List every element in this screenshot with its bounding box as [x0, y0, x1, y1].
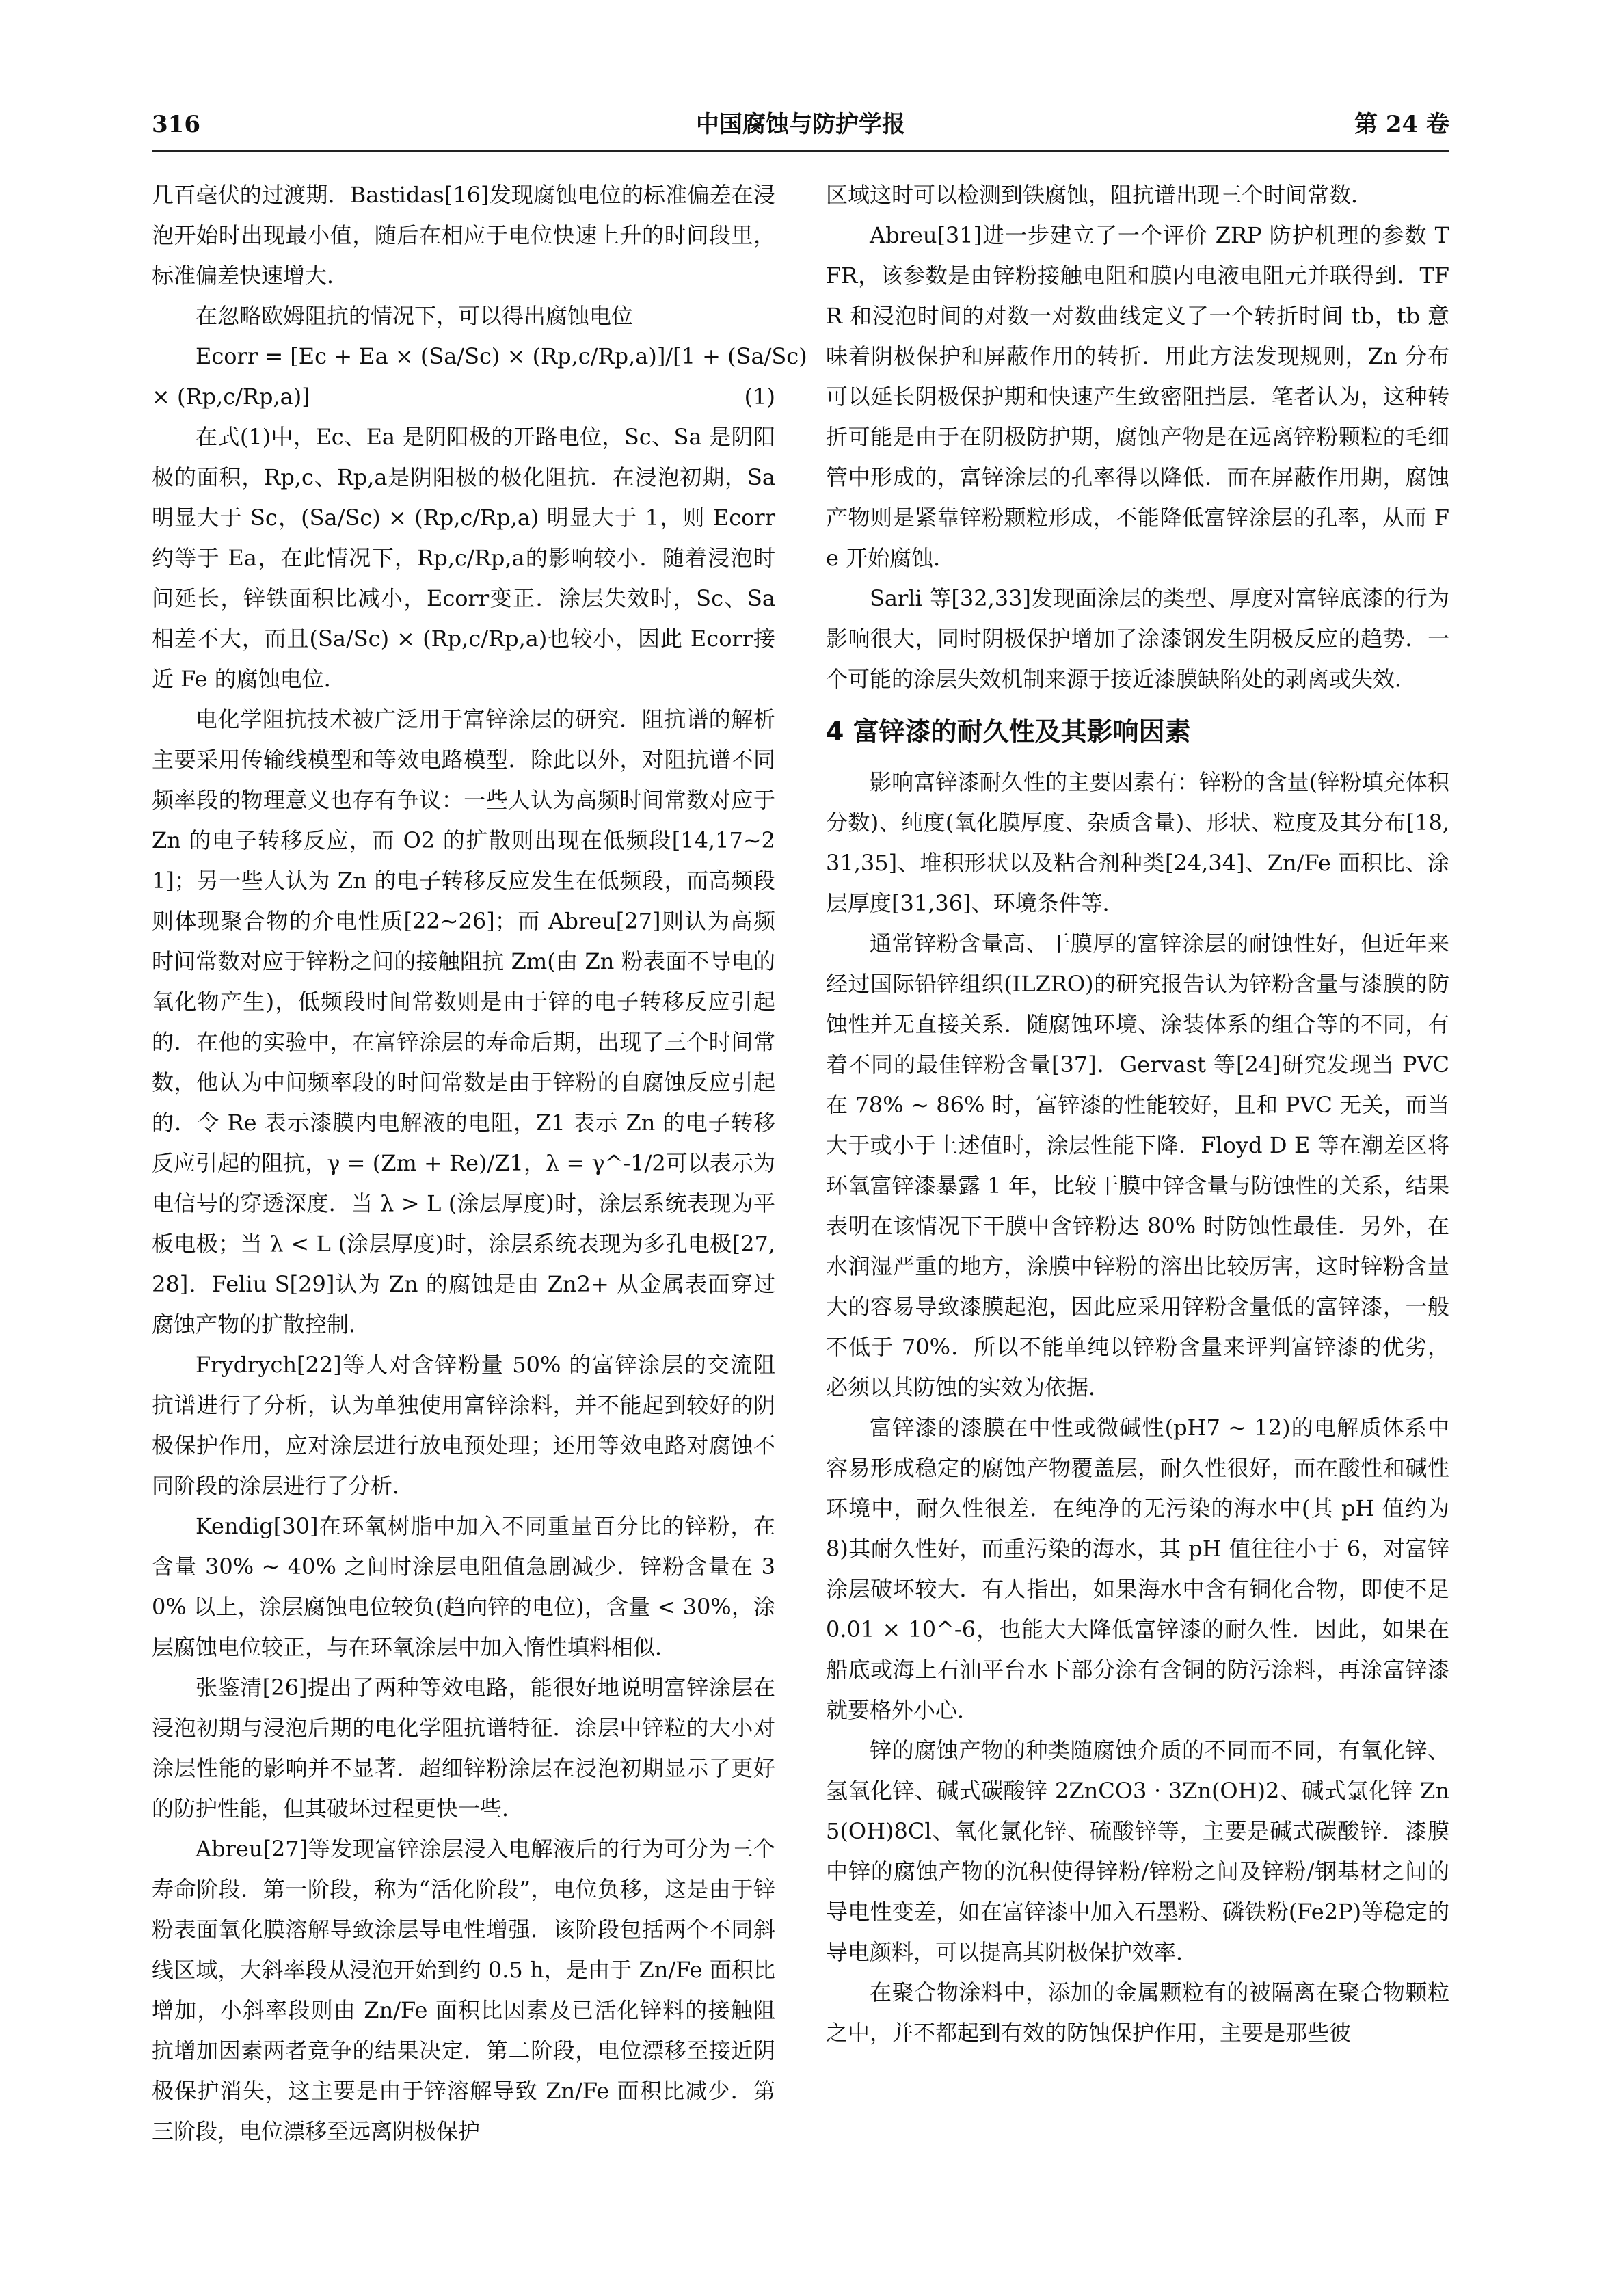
journal-title: 中国腐蚀与防护学报	[696, 111, 905, 138]
paragraph: 几百毫伏的过渡期．Bastidas[16]发现腐蚀电位的标准偏差在浸泡开始时出现最小值，随后在相应于电位快速上升的时间段里，标准偏差快速增大．	[152, 182, 775, 289]
paragraph: 在忽略欧姆阻抗的情况下，可以得出腐蚀电位	[196, 303, 634, 329]
paragraph: Abreu[27]等发现富锌涂层浸入电解液后的行为可分为三个寿命阶段．第一阶段，称为“活化阶段”，电位负移，这是由于锌粉表面氧化膜溶解导致涂层导电性增强．该阶段包括两个不同斜线区域，大斜率段从浸泡开始到约 0.5 h，是由于 Zn/Fe 面积比增加，小斜率段则由 Zn/Fe 面积比因素及已活化锌料的接触阻抗增加因素两者竞争的结果决定．第二阶段，电位漂移至接近阴极保护消失，这主要是由于锌溶解导致 Zn/Fe 面积比减少．第三阶段，电位漂移至远离阴极保护	[152, 1836, 775, 2144]
equation-number: (1)	[744, 384, 775, 410]
equation-line: Ecorr = [Ec + Ea × (Sa/Sc) × (Rp,c/Rp,a)]/[1 + (Sa/Sc)	[196, 343, 807, 369]
paragraph: 张鉴清[26]提出了两种等效电路，能很好地说明富锌涂层在浸泡初期与浸泡后期的电化学阻抗谱特征．涂层中锌粒的大小对涂层性能的影响并不显著．超细锌粉涂层在浸泡初期显示了更好的防护性能，但其破坏过程更快一些．	[152, 1674, 775, 1821]
paragraph: Sarli 等[32,33]发现面涂层的类型、厚度对富锌底漆的行为影响很大，同时阴极保护增加了涂漆钢发生阴极反应的趋势．一个可能的涂层失效机制来源于接近漆膜缺陷处的剥离或失效．	[826, 585, 1449, 692]
section-heading: 4 富锌漆的耐久性及其影响因素	[826, 717, 1191, 747]
paragraph: 锌的腐蚀产物的种类随腐蚀介质的不同而不同，有氧化锌、氢氧化锌、碱式碳酸锌 2ZnCO3 · 3Zn(OH)2、碱式氯化锌 Zn5(OH)8Cl、氧化氯化锌、硫酸锌等，主要是碱式碳酸锌．漆膜中锌的腐蚀产物的沉积使得锌粉/锌粉之间及锌粉/钢基材之间的导电性变差，如在富锌漆中加入石墨粉、磷铁粉(Fe2P)等稳定的导电颜料，可以提高其阴极保护效率．	[826, 1737, 1449, 1965]
paragraph: 影响富锌漆耐久性的主要因素有：锌粉的含量(锌粉填充体积分数)、纯度(氧化膜厚度、杂质含量)、形状、粒度及其分布[18,31,35]、堆积形状以及粘合剂种类[24,34]、Zn/Fe 面积比、涂层厚度[31,36]、环境条件等．	[826, 769, 1449, 916]
page-number: 316	[152, 111, 200, 138]
paragraph: 在聚合物涂料中，添加的金属颗粒有的被隔离在聚合物颗粒之中，并不都起到有效的防蚀保护作用，主要是那些彼	[826, 1979, 1449, 2046]
paragraph: 通常锌粉含量高、干膜厚的富锌涂层的耐蚀性好，但近年来经过国际铅锌组织(ILZRO)的研究报告认为锌粉含量与漆膜的防蚀性并无直接关系．随腐蚀环境、涂装体系的组合等的不同，有着不同的最佳锌粉含量[37]．Gervast 等[24]研究发现当 PVC 在 78% ~ 86% 时，富锌漆的性能较好，且和 PVC 无关，而当大于或小于上述值时，涂层性能下降．Floyd D E 等在潮差区将环氧富锌漆暴露 1 年，比较干膜中锌含量与防蚀性的关系，结果表明在该情况下干膜中含锌粉达 80% 时防蚀性最佳．另外，在水润湿严重的地方，涂膜中锌粉的溶出比较厉害，这时锌粉含量大的容易导致漆膜起泡，因此应采用锌粉含量低的富锌漆，一般不低于 70%．所以不能单纯以锌粉含量来评判富锌漆的优劣，必须以其防蚀的实效为依据．	[826, 931, 1449, 1400]
paragraph: Abreu[31]进一步建立了一个评价 ZRP 防护机理的参数 TFR，该参数是由锌粉接触电阻和膜内电液电阻元并联得到．TFR 和浸泡时间的对数一对数曲线定义了一个转折时间 tb，tb 意味着阴极保护和屏蔽作用的转折．用此方法发现规则，Zn 分布可以延长阴极保护期和快速产生致密阻挡层．笔者认为，这种转折可能是由于在阴极防护期，腐蚀产物是在远离锌粉颗粒的毛细管中形成的，富锌涂层的孔率得以降低．而在屏蔽作用期，腐蚀产物则是紧靠锌粉颗粒形成，不能降低富锌涂层的孔率，从而 Fe 开始腐蚀．	[826, 222, 1449, 571]
right-column	[826, 175, 1449, 2053]
paragraph: 在式(1)中，Ec、Ea 是阴阳极的开路电位，Sc、Sa 是阴阳极的面积，Rp,c、Rp,a是阴阳极的极化阻抗．在浸泡初期，Sa 明显大于 Sc，(Sa/Sc) × (Rp,c/Rp,a) 明显大于 1，则 Ecorr约等于 Ea，在此情况下，Rp,c/Rp,a的影响较小．随着浸泡时间延长，锌铁面积比减小，Ecorr变正．涂层失效时，Sc、Sa 相差不大，而且(Sa/Sc) × (Rp,c/Rp,a)也较小，因此 Ecorr接近 Fe 的腐蚀电位．	[152, 424, 775, 692]
volume-label: 第 24 卷	[1354, 111, 1449, 138]
left-column	[152, 175, 807, 2152]
paragraph: 富锌漆的漆膜在中性或微碱性(pH7 ~ 12)的电解质体系中容易形成稳定的腐蚀产物覆盖层，耐久性很好，而在酸性和碱性环境中，耐久性很差．在纯净的无污染的海水中(其 pH 值约为 8)其耐久性好，而重污染的海水，其 pH 值往往小于 6，对富锌涂层破坏较大．有人指出，如果海水中含有铜化合物，即使不足 0.01 × 10^-6，也能大大降低富锌漆的耐久性．因此，如果在船底或海上石油平台水下部分涂有含铜的防污涂料，再涂富锌漆就要格外小心．	[826, 1415, 1449, 1723]
paragraph: 区域这时可以检测到铁腐蚀，阻抗谱出现三个时间常数．	[826, 182, 1374, 208]
paragraph: 电化学阻抗技术被广泛用于富锌涂层的研究．阻抗谱的解析主要采用传输线模型和等效电路模型．除此以外，对阻抗谱不同频率段的物理意义也存有争议：一些人认为高频时间常数对应于 Zn 的电子转移反应，而 O2 的扩散则出现在低频段[14,17~21]；另一些人认为 Zn 的电子转移反应发生在低频段，而高频段则体现聚合物的介电性质[22~26]；而 Abreu[27]则认为高频时间常数对应于锌粉之间的接触阻抗 Zm(由 Zn 粉表面不导电的氧化物产生)，低频段时间常数则是由于锌的电子转移反应引起的．在他的实验中，在富锌涂层的寿命后期，出现了三个时间常数，他认为中间频率段的时间常数是由于锌粉的自腐蚀反应引起的．令 Re 表示漆膜内电解液的电阻，Z1 表示 Zn 的电子转移反应引起的阻抗，γ = (Zm + Re)/Z1，λ = γ^-1/2可以表示为电信号的穿透深度．当 λ > L (涂层厚度)时，涂层系统表现为平板电极；当 λ < L (涂层厚度)时，涂层系统表现为多孔电极[27,28]．Feliu S[29]认为 Zn 的腐蚀是由 Zn2+ 从金属表面穿过腐蚀产物的扩散控制．	[152, 706, 775, 1337]
page-header	[152, 104, 1449, 145]
paragraph: Kendig[30]在环氧树脂中加入不同重量百分比的锌粉，在含量 30% ~ 40% 之间时涂层电阻值急剧减少．锌粉含量在 30% 以上，涂层腐蚀电位较负(趋向锌的电位)，含量 < 30%，涂层腐蚀电位较正，与在环氧涂层中加入惰性填料相似．	[152, 1513, 775, 1660]
paragraph: Frydrych[22]等人对含锌粉量 50% 的富锌涂层的交流阻抗谱进行了分析，认为单独使用富锌涂料，并不能起到较好的阴极保护作用，应对涂层进行放电预处理；还用等效电路对腐蚀不同阶段的涂层进行了分析．	[152, 1352, 775, 1499]
equation-line	[152, 377, 775, 417]
equation-text: × (Rp,c/Rp,a)]	[152, 384, 310, 410]
header-rule	[152, 150, 1449, 152]
